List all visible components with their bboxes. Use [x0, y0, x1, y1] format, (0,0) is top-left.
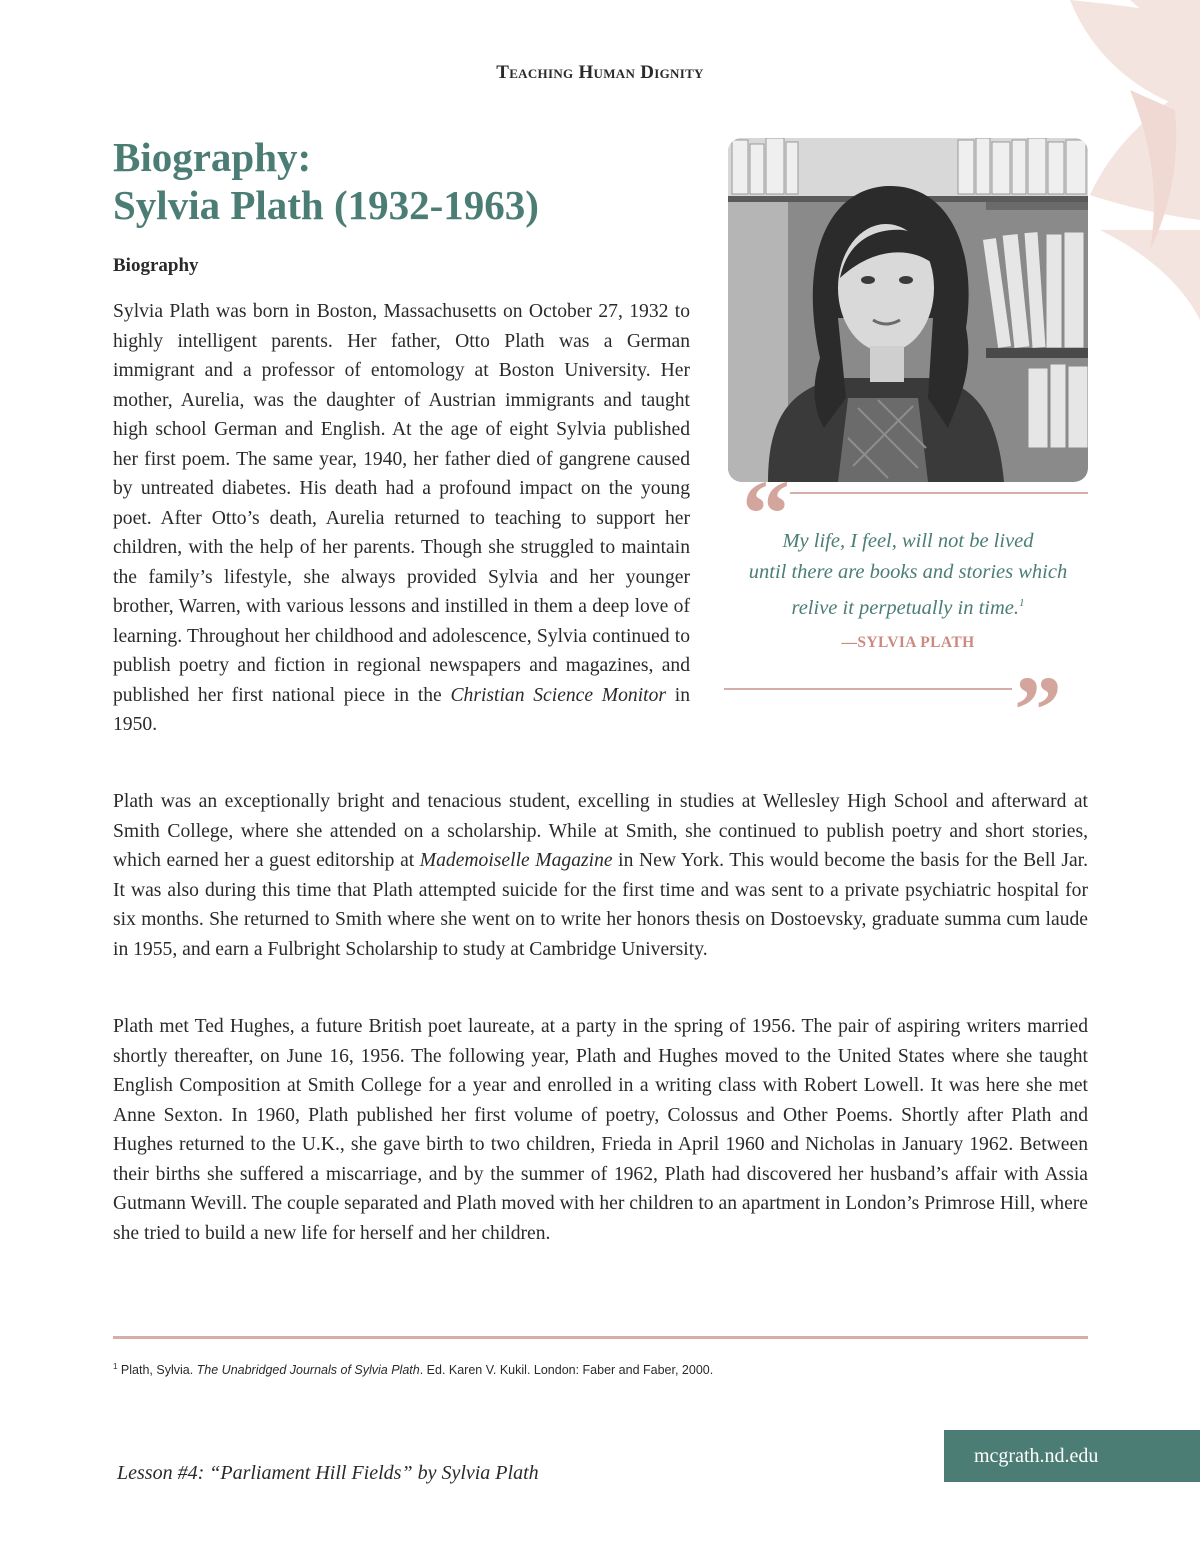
- pull-quote-footnote-ref: 1: [1019, 597, 1025, 609]
- biography-paragraph-2: [113, 787, 1088, 964]
- open-quote-icon: “: [742, 460, 790, 567]
- paragraph-2-italic: Mademoiselle Magazine: [419, 850, 613, 871]
- biography-paragraph-1: [113, 297, 690, 740]
- pull-quote: [722, 526, 1094, 624]
- paragraph-2-text: Plath was an exceptionally bright and tenacious student, excelling in studies at Wellesley High School and afterward at Smith College, where she attended on a scholarship. While at Smith, she continued to publish poetry and short stories, which earned her a guest editorship at: [113, 791, 1088, 871]
- paragraph-2-end: in New York. This would become the basis for the Bell Jar. It was also during this time that Plath attempted suicide for the first time and was sent to a private psychiatric hospital for six months. She returned to Smith where she went on to write her honors thesis on Dostoevsky, graduate summa cum laude in 1955, and earn a Fulbright Scholarship to study at Cambridge University.: [113, 850, 1088, 960]
- pull-quote-line-3: relive it perpetually in time.: [791, 596, 1020, 619]
- footnote-number: 1: [113, 1362, 118, 1371]
- portrait-image: [728, 138, 1088, 482]
- page-title: [113, 133, 693, 229]
- title-line-2: Sylvia Plath (1932-1963): [113, 182, 539, 228]
- footnote-text-after: . Ed. Karen V. Kukil. London: Faber and Faber, 2000.: [419, 1363, 714, 1378]
- paragraph-1-text: Sylvia Plath was born in Boston, Massachusetts on October 27, 1932 to highly intelligent parents. Her father, Otto Plath was a German immigrant and a professor of entomology at Boston University. Her mother, Aurelia, was the daughter of Austrian immigrants and taught high school German and English. At the age of eight Sylvia published her first poem. The same year, 1940, her father died of gangrene caused by untreated diabetes. His death had a profound impact on the young poet. After Otto’s death, Aurelia returned to teaching to support her children, with the help of her parents. Though she struggled to maintain the family’s lifestyle, she always provided Sylvia and her younger brother, Warren, with various lessons and instilled in them a deep love of learning. Throughout her childhood and adolescence, Sylvia continued to publish poetry and fiction in regional newspapers and magazines, and published her first national piece in the: [113, 301, 690, 706]
- close-quote-icon: ”: [1014, 656, 1062, 763]
- pull-quote-attribution: —SYLVIA PLATH: [841, 634, 975, 651]
- quote-top-rule: [790, 492, 1088, 494]
- footer-url-link[interactable]: mcgrath.nd.edu: [944, 1430, 1200, 1482]
- paragraph-1-end: in 1950.: [113, 684, 690, 735]
- biography-paragraph-3: Plath met Ted Hughes, a future British poet laureate, at a party in the spring of 1956. The pair of aspiring writers married shortly thereafter, on June 16, 1956. The following year, Plath and Hughes moved to the United States where she taught English Composition at Smith College for a year and enrolled in a writing class with Robert Lowell. It was here she met Anne Sexton. In 1960, Plath published her first volume of poetry, Colossus and Other Poems. Shortly after Plath and Hughes returned to the U.K., she gave birth to two children, Frieda in April 1960 and Nicholas in January 1962. Between their births she suffered a miscarriage, and by the summer of 1962, Plath had discovered her husband’s affair with Assia Gutmann Wevill. The couple separated and Plath moved with her children to an apartment in London’s Primrose Hill, where she tried to build a new life for herself and her children.: [113, 1016, 1088, 1244]
- paragraph-1-italic: Christian Science Monitor: [450, 684, 667, 706]
- running-header: Teaching Human Dignity: [496, 62, 704, 83]
- footnote-text-before: Plath, Sylvia.: [117, 1363, 197, 1378]
- footnote: [113, 1362, 1088, 1377]
- pull-quote-line-1: My life, I feel, will not be lived: [782, 530, 1034, 552]
- title-line-1: Biography:: [113, 134, 312, 180]
- section-heading: Biography: [113, 255, 199, 276]
- portrait-photo: [728, 138, 1088, 482]
- quote-bottom-rule: [724, 688, 1012, 690]
- footnote-divider: [113, 1336, 1088, 1339]
- footnote-title: The Unabridged Journals of Sylvia Plath: [196, 1363, 420, 1378]
- pull-quote-line-2: until there are books and stories which: [748, 561, 1068, 583]
- footer-lesson-title: Lesson #4: “Parliament Hill Fields” by Sylvia Plath: [117, 1462, 539, 1484]
